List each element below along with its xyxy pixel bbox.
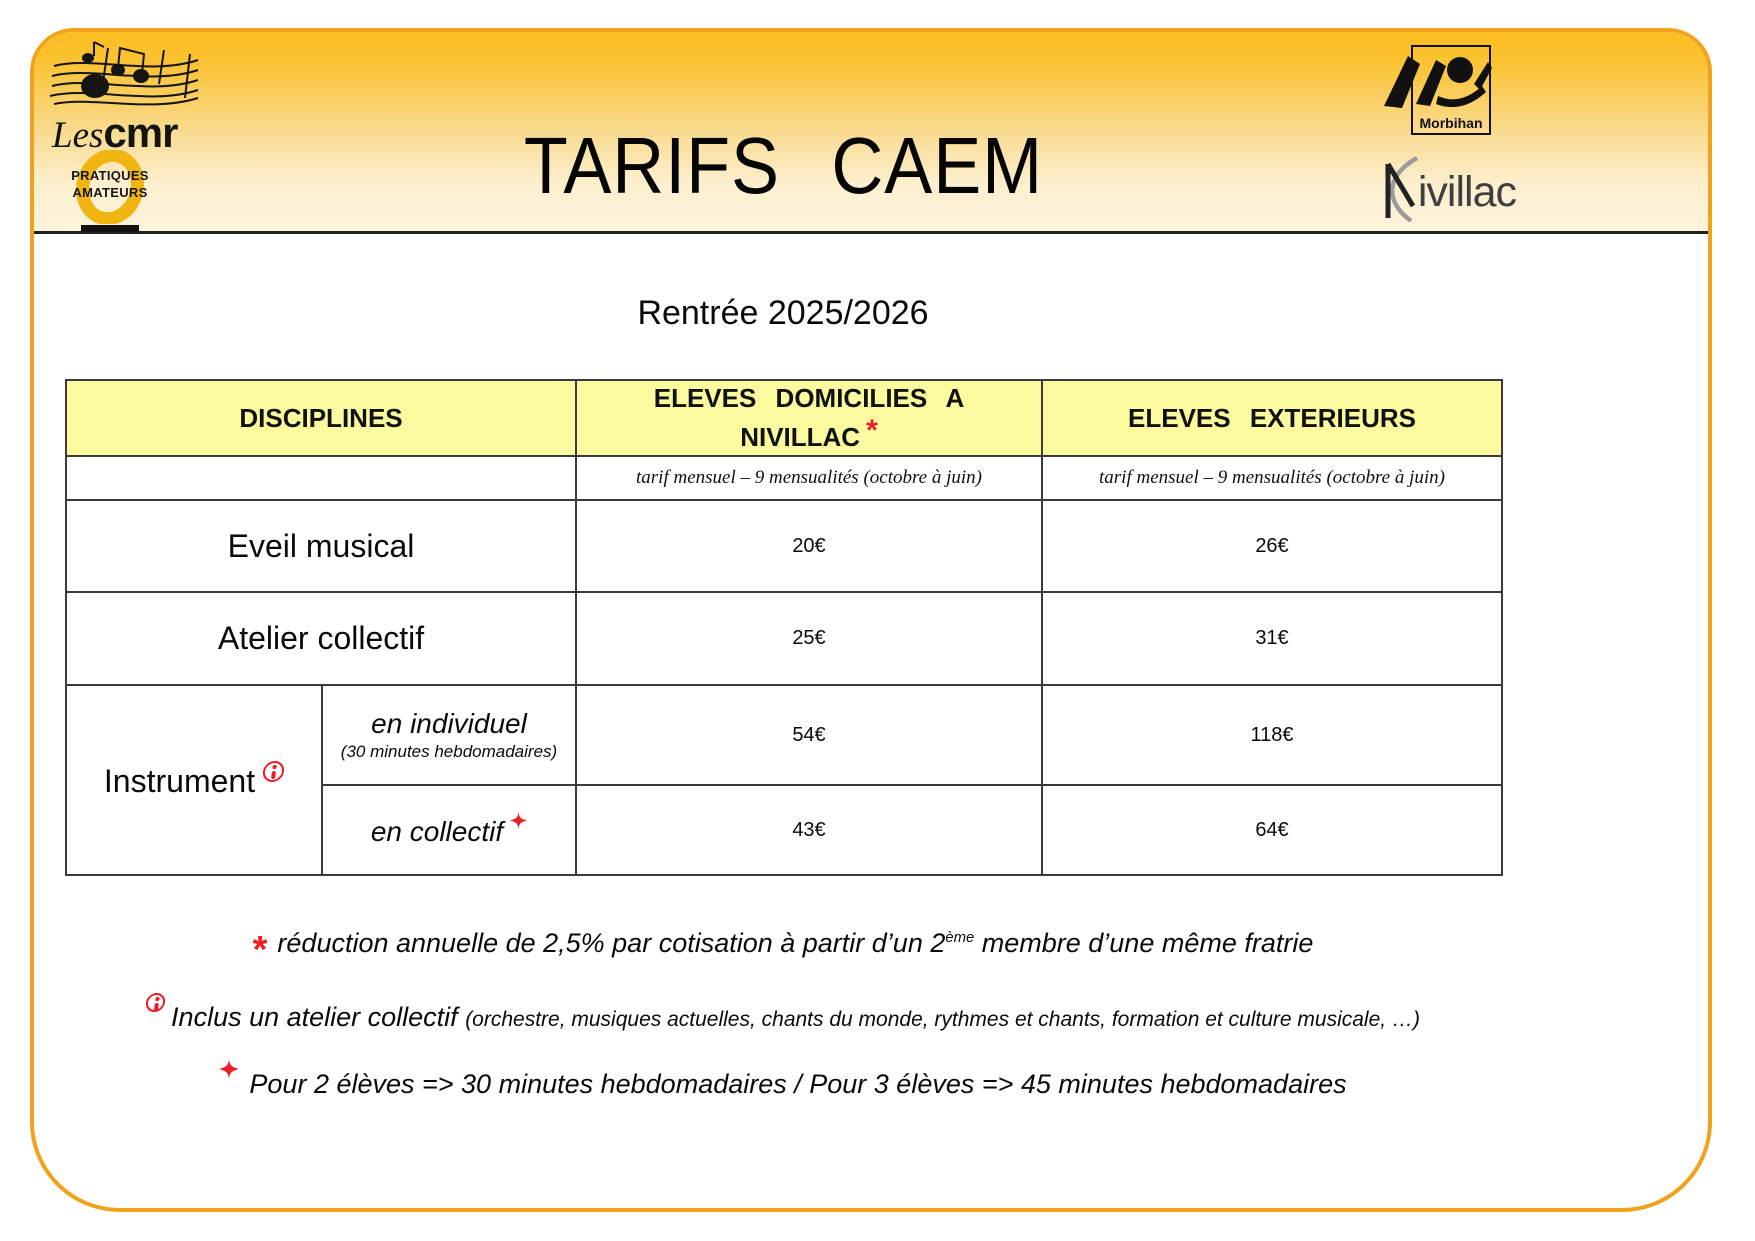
page-title: TARIFS CAEM xyxy=(523,121,1043,210)
collectif-label: en collectif xyxy=(370,816,504,847)
tariff-table xyxy=(65,379,1503,876)
footnotes xyxy=(65,928,1501,1100)
row-eveil-price-exterieurs: 26€ xyxy=(1042,500,1502,592)
info-footnote-icon xyxy=(145,993,167,1012)
cell-collectif xyxy=(322,785,576,875)
cmr-wordmark-bold: cmr xyxy=(103,109,178,156)
page-frame xyxy=(30,28,1712,1212)
music-staff-icon xyxy=(48,40,204,114)
row-atelier-price-exterieurs: 31€ xyxy=(1042,592,1502,685)
nivillac-label: ivillac xyxy=(1417,167,1516,216)
col-header-exterieurs: ELEVES EXTERIEURS xyxy=(1042,380,1502,456)
row-individuel-price-nivillac: 54€ xyxy=(576,685,1042,785)
row-atelier-price-nivillac: 25€ xyxy=(576,592,1042,685)
col-header-disciplines: DISCIPLINES xyxy=(66,380,576,456)
row-eveil-label: Eveil musical xyxy=(66,500,576,592)
star-footnote-icon xyxy=(219,1059,239,1079)
header-band xyxy=(34,32,1708,234)
asterisk-footnote-marker: * xyxy=(252,929,268,971)
row-eveil xyxy=(66,500,1502,592)
subheader-empty-cell xyxy=(66,456,576,500)
footnote-star: Pour 2 élèves => 30 minutes hebdomadaires / Pour 3 élèves => 45 minutes hebdomadaires xyxy=(65,1059,1501,1100)
individuel-note: (30 minutes hebdomadaires) xyxy=(340,742,558,761)
footnote-asterisk: * réduction annuelle de 2,5% par cotisation à partir d’un 2ème membre d’une même fratrie xyxy=(252,928,1314,971)
info-icon xyxy=(262,761,286,782)
row-collectif-price-exterieurs: 64€ xyxy=(1042,785,1502,875)
morbihan-logo xyxy=(1380,44,1494,138)
individuel-label: en individuel xyxy=(371,708,527,739)
row-instrument-individuel xyxy=(66,685,1502,785)
star-icon xyxy=(510,812,527,829)
table-header-row xyxy=(66,380,1502,456)
row-atelier xyxy=(66,592,1502,685)
subtitle-school-year: Rentrée 2025/2026 xyxy=(637,294,929,332)
badge-underline xyxy=(81,225,139,232)
cmr-wordmark-script: Les xyxy=(52,115,104,156)
asterisk-marker: * xyxy=(866,414,878,447)
badge-line2: AMATEURS xyxy=(72,185,148,200)
row-instrument-label: Instrument xyxy=(66,685,322,875)
table-subheader-row xyxy=(66,456,1502,500)
morbihan-icon xyxy=(1380,44,1494,138)
cell-individuel xyxy=(322,685,576,785)
col-header-nivillac: ELEVES DOMICILIES A NIVILLAC * xyxy=(576,380,1042,456)
row-individuel-price-exterieurs: 118€ xyxy=(1042,685,1502,785)
footnote-info: Inclus un atelier collectif (orchestre, musiques actuelles, chants du monde, rythmes et chants, formation et culture musicale, …) xyxy=(65,993,1501,1033)
row-atelier-label: Atelier collectif xyxy=(66,592,576,685)
subheader-exterieurs: tarif mensuel – 9 mensualités (octobre à juin) xyxy=(1042,456,1502,500)
badge-line1: PRATIQUES xyxy=(71,168,149,183)
morbihan-label: Morbihan xyxy=(1419,115,1483,131)
footnote-info-detail: (orchestre, musiques actuelles, chants du monde, rythmes et chants, formation et culture musicale, …) xyxy=(465,1008,1420,1031)
subheader-nivillac: tarif mensuel – 9 mensualités (octobre à juin) xyxy=(576,456,1042,500)
row-collectif-price-nivillac: 43€ xyxy=(576,785,1042,875)
row-eveil-price-nivillac: 20€ xyxy=(576,500,1042,592)
nivillac-logo xyxy=(1373,156,1516,222)
